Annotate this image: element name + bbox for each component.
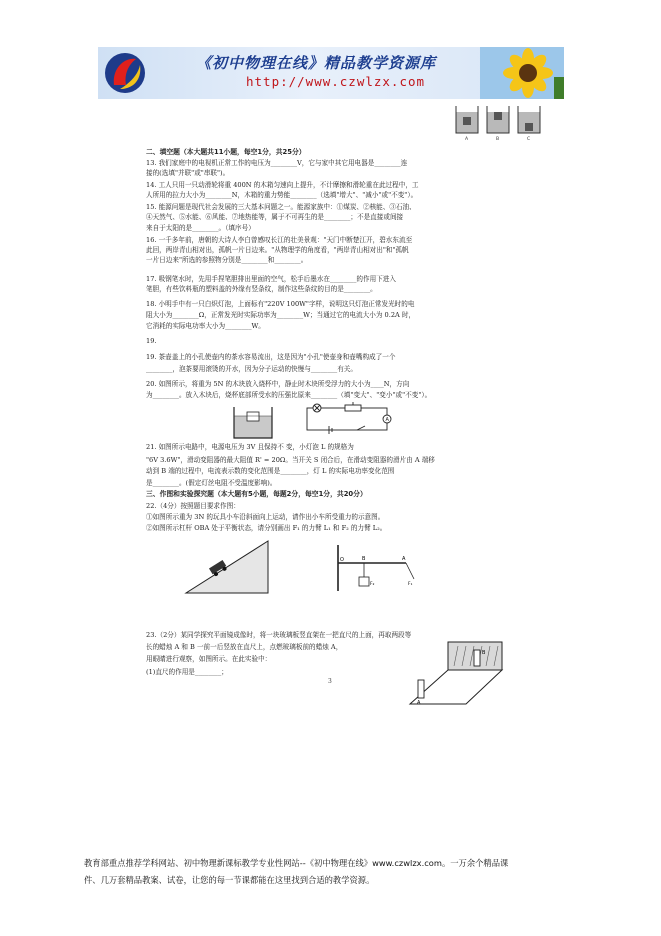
beaker-a-block [463, 117, 471, 125]
beakers-figure [454, 103, 544, 143]
question-line: 接的(选填"并联"或"串联")。 [146, 169, 230, 177]
question-line: 是________。(假定灯丝电阻不受温度影响)。 [146, 479, 277, 487]
footer-line: 教育部重点推荐学科网站、初中物理新课标教学专业性网站--《初中物理在线》www.czwlzx.com。一万余个精品课 [84, 858, 509, 868]
question-line: ④天然气、⑤水能、⑥风能、⑦地热能等，属于不可再生的是________；不是直接或间接 [146, 213, 404, 221]
question-line: 阻大小为________Ω，正常发光时实际功率为________W；当通过它的电流大小为 0.2A 时， [146, 311, 416, 319]
section-heading: 三、作图和实验探究题（本大题有5小题，每题2分，每空1分，共20分） [146, 490, 367, 498]
mirror-experiment-figure [408, 640, 504, 706]
banner-url[interactable]: http://www.czwlzx.com [246, 74, 426, 89]
beaker-label: A [465, 137, 469, 142]
page-number: 3 [328, 678, 332, 685]
question-line: 19. [146, 337, 157, 345]
question-line: 它消耗的实际电功率大小为________W。 [146, 322, 265, 330]
lever-label: A [402, 556, 406, 562]
banner-title: 《初中物理在线》精品教学资源库 [196, 54, 437, 72]
question-line: 22.（4分）按照题目要求作图： [146, 502, 240, 510]
question-line: 17. 吸钢笔水时，先用手捏笔胆排出里面的空气，松手后墨水在________的作用下进入 [146, 275, 396, 283]
exam-page [146, 103, 531, 706]
question-line: 此回，两岸青山相对出，孤帆一片日边来。"从物理学的角度看，"两岸青山相对出"和"孤帆 [146, 246, 409, 254]
question-line: 14. 工人只用一只动滑轮将重 400N 的木箱匀速向上提升，不计摩擦和滑轮重在此过程中，工 [146, 181, 419, 189]
question-line: 20. 如图所示，将重为 5N 的木块放入烧杯中，静止时木块所受浮力的大小为____N，方向 [146, 380, 410, 388]
beaker-c-block [525, 123, 533, 131]
page-footer [84, 855, 584, 889]
site-logo-icon [102, 49, 148, 97]
question-line: 18. 小明手中有一只白炽灯泡，上面标有"220V 100W"字样，说明这只灯泡正常发光时的电 [146, 300, 415, 308]
svg-text:A: A [385, 417, 389, 423]
lever-label: F₂ [370, 582, 375, 587]
question-line: 为________。放入木块后，烧杯底部所受水的压强比原来________（填"变大"、"变小"或"不变"）。 [146, 391, 432, 399]
question-line: 笔胆，有些饮料瓶的塑料盖的外缘有竖条纹，制作这些条纹的目的是________。 [146, 285, 377, 293]
question-line: 19. 茶壶盖上的小孔使壶内的茶水容易流出，这是因为"小孔"使壶身和壶嘴构成了一个 [146, 353, 396, 361]
candle-label: A [417, 700, 421, 706]
incline-figure [184, 537, 270, 595]
question-line: 用眼睛进行观察，如图所示。在此实验中： [146, 655, 272, 663]
q21-circuit-figure [301, 402, 393, 436]
question-line: 一片日边来"所选的参照物分别是________和________。 [146, 256, 308, 264]
q20-beaker-figure [232, 406, 274, 440]
question-line: 21. 如图所示电路中，电源电压为 3V 且保持不 变，小灯泡 L 的规格为 [146, 443, 354, 451]
beaker-b-block [494, 112, 502, 120]
question-line: 16. 一千多年前，唐朝的大诗人李白曾感叹长江的壮美景观："天门中断楚江开，碧水东流至 [146, 236, 413, 244]
site-banner [98, 47, 564, 99]
question-line: 来自于太阳的是________。（填序号） [146, 224, 255, 232]
beaker-label: B [496, 137, 500, 142]
question-line: ②如图所示杠杆 OBA 处于平衡状态，请分别画出 F₁ 的力臂 L₁ 和 F₂ 的力臂 L₂。 [146, 524, 387, 532]
question-line: 23.（2分）某同学探究平面镜成像时，将一块玻璃板竖直架在一把直尺的上面，再取两段等 [146, 631, 412, 639]
question-line: ________，泡茶要用滚烫的开水，因为分子运动的快慢与________有关。 [146, 365, 357, 373]
question-line: ①如图所示重为 3N 的玩具小车沿斜面向上运动，请作出小车所受重力的示意图。 [146, 513, 385, 521]
section-heading: 二、填空题（本大题共11小题，每空1分，共25分） [146, 148, 306, 156]
question-line: 15. 能源问题是现代社会发展的三大基本问题之一。能源家族中：①煤炭、②核能、③石油、 [146, 203, 416, 211]
question-line: 人所用的拉力大小为________N，木箱的重力势能________（选填"增大"、"减小"或"不变"）。 [146, 191, 418, 199]
sunflower-icon [480, 47, 564, 99]
beaker-label: C [527, 137, 531, 142]
question-line: 长的蜡烛 A 和 B 一前一后竖放在直尺上，点燃玻璃板前的蜡烛 A， [146, 643, 343, 651]
candle-label: B [482, 650, 486, 656]
lever-figure [332, 543, 418, 593]
footer-line: 件、几万套精品教案、试卷，让您的每一节课都能在这里找到合适的教学资源。 [84, 875, 375, 885]
question-line: (1)直尺的作用是________； [146, 668, 228, 676]
lever-label: B [362, 556, 366, 562]
lever-label: F₁ [408, 582, 413, 587]
lever-label: O [340, 557, 344, 563]
question-line: 13. 我们家庭中的电视机正常工作的电压为________V，它与家中其它用电器是________连 [146, 159, 408, 167]
question-line: 动到 B 端的过程中，电流表示数的变化范围是________，灯 L 的实际电功率变化范围 [146, 467, 395, 475]
question-line: "6V 3.6W"，滑动变阻器的最大阻值 R' = 20Ω。当开关 S 闭合后，在滑动变阻器的滑片由 A 端移 [146, 456, 435, 464]
